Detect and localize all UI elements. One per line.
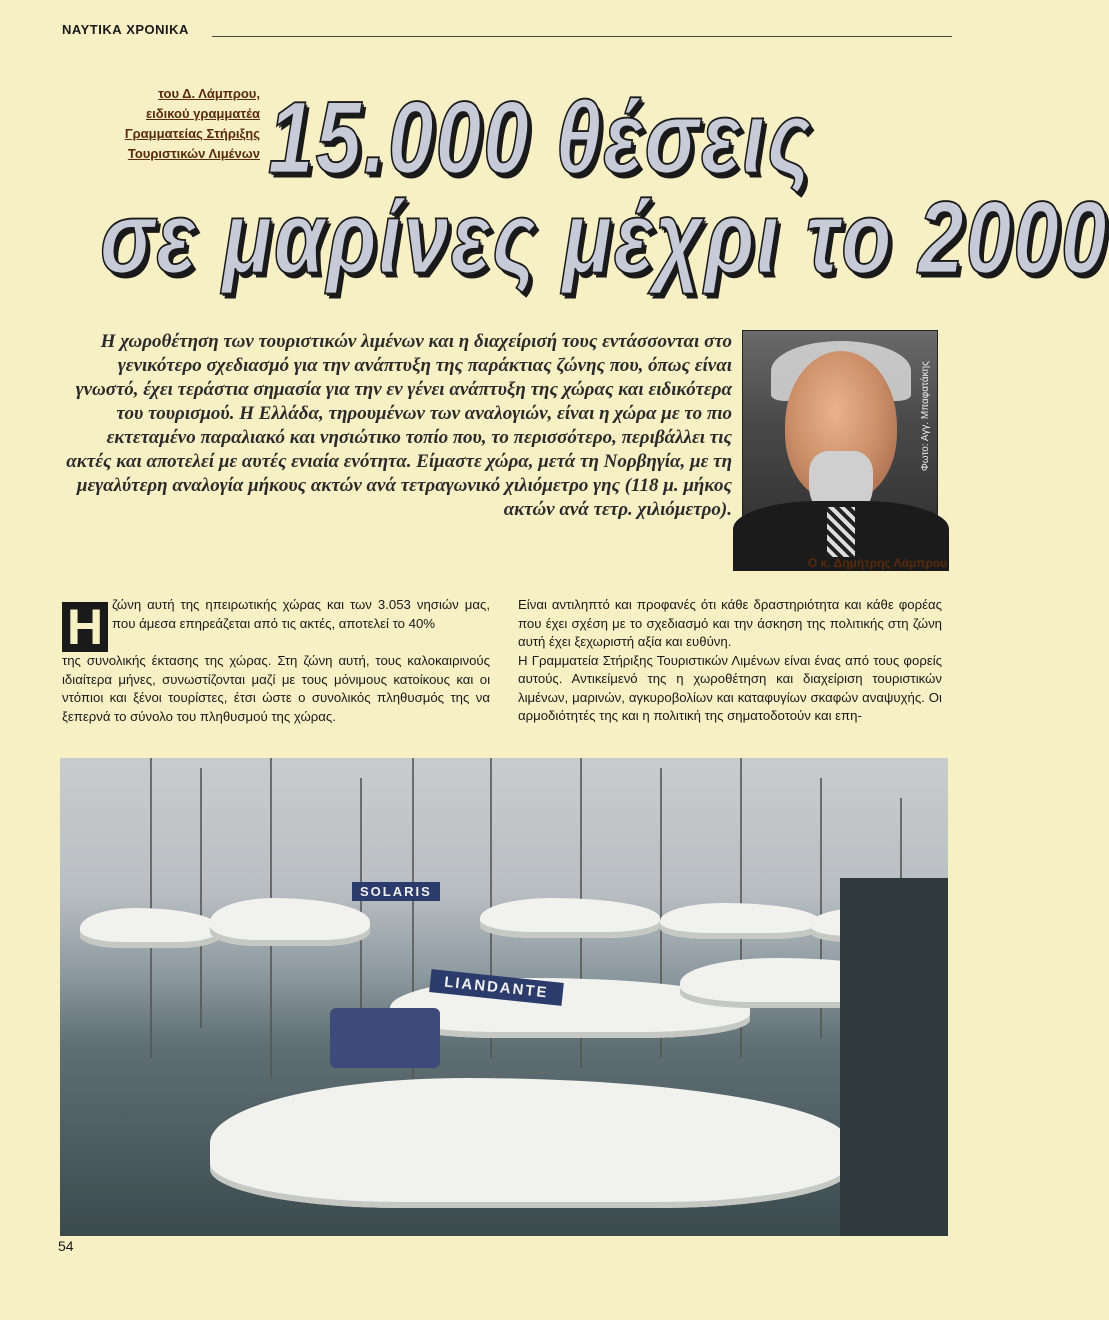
drop-cap: Η [62, 602, 108, 652]
mast [200, 768, 202, 1028]
top-rule [212, 36, 952, 37]
sail-cover [330, 1008, 440, 1068]
byline-line: ειδικού γραμματέα [145, 106, 260, 121]
portrait-photo [742, 330, 938, 552]
lead-paragraph: Η χωροθέτηση των τουριστικών λιμένων και η διαχείρισή τους εντάσσονται στο γενικότερο σχεδιασμό για την ανάπτυξη της παράκτιας ζώνης που, όπως είναι γνωστό, έχει τεράστια σημασία για την εν γένει ανάπτυξη της χώρας και ειδικότερα του τουρισμού. Η Ελλάδα, τηρουμένων των αναλογιών, είναι η χώρα με το πιο εκτεταμένο παραλιακό και νησιώτικο τοπίο που, το περισσότερο, περιβάλλει τις ακτές και αποτελεί με αυτές ενιαία ενότητα. Είμαστε χώρα, μετά τη Νορβηγία, με τη μεγαλύτερη αναλογία μήκους ακτών ανά τετραγωνικό χιλιόμετρο γης (118 μ. μήκος ακτών ανά τετρ. χιλιόμετρο). [66, 331, 732, 520]
body-right-paragraph-2: Η Γραμματεία Στήριξης Τουριστικών Λιμένων είναι ένας από τους φορείς αυτούς. Αντικείμενό της η χωροθέτηση και διαχείριση τουριστικών λιμένων, μαρινών, αγκυροβολίων και καταφυγίων σκαφών αναψυχής. Οι αρμοδιότητές της και η πολιτική της σηματοδοτούν και επη- [518, 652, 942, 723]
boat [210, 898, 370, 946]
solaris-banner: SOLARIS [352, 882, 440, 901]
photo-credit: Φωτο: Αγγ. Μπαφατάκης [920, 361, 931, 472]
dock [840, 878, 948, 1236]
body-right-column [518, 596, 942, 726]
boat-name-banner: LIANDANTE [429, 969, 563, 1006]
byline [90, 84, 260, 164]
boat [80, 908, 220, 948]
foreground-sailboat [210, 1078, 850, 1208]
headline-line-2: σε μαρίνες μέχρι το 2000 [100, 181, 1109, 295]
marina-photo [60, 758, 948, 1236]
byline-line: Γραμματείας Στήριξης [124, 126, 260, 141]
body-left-first-lines: ζώνη αυτή της ηπειρωτικής χώρας και των 3.053 νησιών μας, που άμεσα επηρεάζεται από τις ακτές, αποτελεί το 40% [112, 597, 490, 631]
portrait-caption: Ο κ. Δημήτρης Λάμπρου [808, 556, 948, 570]
body-right-paragraph-1: Είναι αντιληπτό και προφανές ότι κάθε δραστηριότητα και κάθε φορέας που έχει σχέση με το σχεδιασμό και την άσκηση της πολιτικής στη ζώνη αυτή έχει ξεχωριστή αξία και ευθύνη. [518, 597, 942, 649]
page-number: 54 [58, 1238, 74, 1254]
headline-line-1: 15.000 θέσεις [268, 81, 813, 195]
byline-line: του Δ. Λάμπρου, [158, 86, 260, 101]
section-label: ΝΑΥΤΙΚΑ ΧΡΟΝΙΚΑ [62, 22, 189, 37]
byline-line: Τουριστικών Λιμένων [127, 146, 260, 161]
portrait-tie [827, 507, 855, 557]
boat [480, 898, 660, 938]
boat [660, 903, 820, 939]
body-left-paragraph: της συνολικής έκτασης της χώρας. Στη ζώνη αυτή, τους καλοκαιρινούς ιδιαίτερα μήνες, συνωστίζονται μαζί με τους μόνιμους κατοίκους και οι ντόπιοι και ξένοι τουρίστες, έτσι ώστε ο συνολικός πληθυσμός της να ξεπερνά το σύνολο του πληθυσμού της χώρας. [62, 653, 490, 724]
